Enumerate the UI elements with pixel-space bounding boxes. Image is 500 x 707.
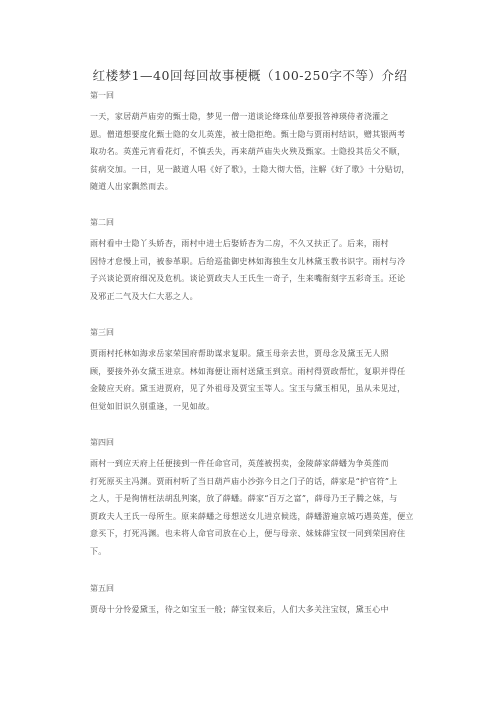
summary-line: 因恃才怠慢上司，被参革职。后给巡盐御史林如海独生女儿林黛玉教书识字。雨村与冷 [90, 256, 406, 266]
chapter-summary [90, 601, 430, 619]
summary-line: 雨村一到应天府上任便接到一件任命官司，英莲被拐卖，金陵薛家薛蟠为争英莲而 [90, 459, 389, 468]
summary-line: 及邪正二气及大仁大恶之人。 [90, 291, 198, 301]
summary-line: 打死原买主冯渊。贾雨村听了当日葫芦庙小沙弥今日之门子的话，薛家是“护官符”上 [90, 476, 398, 486]
chapter-summary [90, 235, 430, 305]
summary-line: 随道人出家飘然而去。 [90, 182, 173, 191]
chapter-4 [90, 437, 430, 560]
summary-line: 子兴谈论贾府细况及危机。谈论贾政夫人王氏生一奇子，生来嘴衔刻字五彩奇玉。还论 [90, 274, 406, 283]
summary-line: 贫病交加。一日，见一跛道人唱《好了歌》，士隐大彻大悟，注解《好了歌》十分贴切， [90, 164, 410, 174]
summary-line: 意买下，打死冯渊。也未将人命官司放在心上，便与母亲、妹妹薛宝钗一同到荣国府住 [90, 529, 406, 538]
chapter-summary [90, 455, 430, 560]
chapter-heading: 第四回 [90, 438, 114, 447]
chapter-heading: 第三回 [90, 328, 114, 337]
summary-line: 恩。僧道想要度化甄士隐的女儿英莲，被士隐拒绝。甄士隐与贾雨村结识，赠其银两考 [90, 129, 406, 139]
chapter-summary [90, 345, 430, 415]
summary-line: 下。 [90, 546, 107, 556]
chapter-heading: 第一回 [90, 91, 114, 100]
chapter-heading: 第二回 [90, 218, 114, 227]
summary-line: 贾政夫人王氏一母所生。原来薛蟠之母想送女儿进京候选，薛蟠游遍京城巧遇英莲，便立 [90, 511, 414, 521]
chapter-1 [90, 90, 430, 196]
chapter-3 [90, 327, 430, 415]
summary-line: 之人，于是徇情枉法胡乱判案，放了薛蟠。薛家“百万之富”，薛母乃王子腾之妹，与 [90, 494, 398, 503]
chapter-summary [90, 108, 430, 196]
summary-line: 贾雨村托林如海求岳家荣国府帮助谋求复职。黛玉母亲去世，贾母念及黛玉无人照 [90, 349, 389, 358]
chapter-heading: 第五回 [90, 584, 114, 593]
summary-line: 但觉如旧识久别重逢，一见如故。 [90, 401, 215, 411]
summary-line: 雨村看中士隐丫头娇杏，雨村中进士后娶娇杏为二房，不久又扶正了。后来，雨村 [90, 239, 389, 248]
summary-line: 金陵应天府。黛玉进贾府，见了外祖母及贾宝玉等人。宝玉与黛玉相见，虽从未见过， [90, 384, 406, 393]
chapter-2 [90, 217, 430, 305]
summary-line: 贾母十分怜爱黛玉，待之如宝玉一般；薛宝钗来后，人们大多关注宝钗，黛玉心中 [90, 605, 389, 614]
summary-line: 一天，家居葫芦庙旁的甄士隐，梦见一僧一道谈论绛珠仙草要报答神瑛侍者浇灌之 [90, 112, 389, 121]
chapter-5 [90, 583, 430, 619]
summary-line: 取功名。英莲元宵看花灯，不慎丢失，再来葫芦庙失火殃及甄家。士隐投其岳父不顺， [90, 147, 406, 156]
summary-line: 顾，要接外孙女黛玉进京。林如海便让雨村送黛玉到京。雨村得贾政帮忙，复职并得任 [90, 366, 406, 376]
document-title: 红楼梦1—40回每回故事梗概（100-250字不等）介绍 [92, 68, 408, 83]
